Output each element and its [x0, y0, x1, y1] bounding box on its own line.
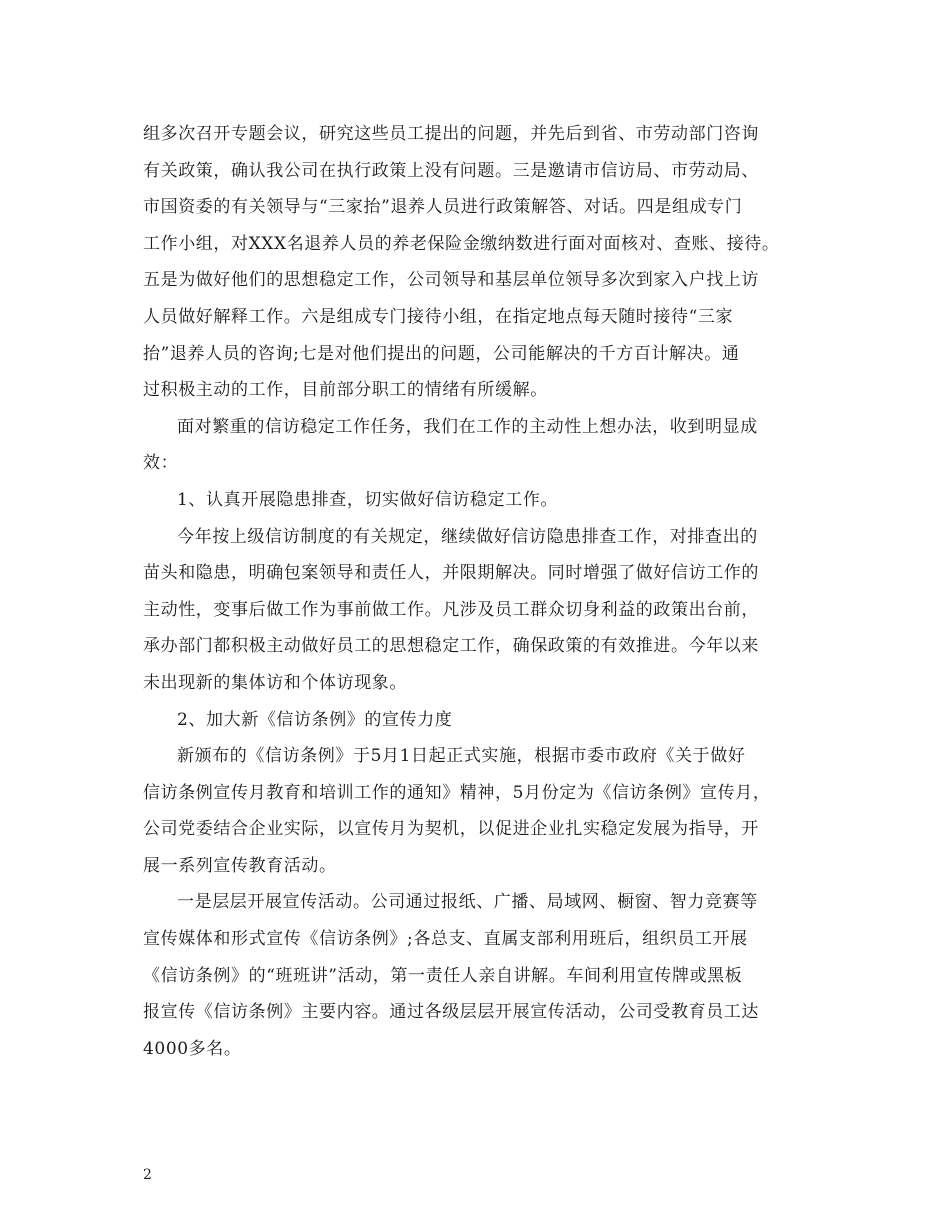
text-line: 《信访条例》的“班班讲”活动，第一责任人亲自讲解。车间利用宣传牌或黑板 [143, 965, 743, 986]
text-line: 效： [143, 453, 179, 474]
text-line: 展一系列宣传教育活动。 [143, 855, 337, 876]
paragraph-first-line: 面对繁重的信访稳定工作任务，我们在工作的主动性上想办法，收到明显成 [177, 416, 758, 437]
text-line: 宣传媒体和形式宣传《信访条例》;各总支、直属支部利用班后，组织员工开展 [143, 929, 748, 950]
text-line: 人员做好解释工作。六是组成专门接待小组，在指定地点每天随时接待“三家 [143, 306, 734, 327]
text-line: 组多次召开专题会议，研究这些员工提出的问题，并先后到省、市劳动部门咨询 [143, 124, 759, 144]
text-line: 过积极主动的工作，目前部分职工的情绪有所缓解。 [143, 380, 548, 401]
text-line: 五是为做好他们的思想稳定工作，公司领导和基层单位领导多次到家入户找上访 [143, 270, 759, 291]
text-line: 报宣传《信访条例》主要内容。通过各级层层开展宣传活动，公司受教育员工达 [143, 1002, 759, 1023]
paragraph-first-line: 一是层层开展宣传活动。公司通过报纸、广播、局域网、橱窗、智力竞赛等 [177, 892, 758, 913]
text-line: 未出现新的集体访和个体访现象。 [143, 672, 407, 693]
text-line: 抬”退养人员的咨询;七是对他们提出的问题，公司能解决的千方百计解决。通 [143, 343, 740, 364]
text-line: 公司党委结合企业实际，以宣传月为契机，以促进企业扎实稳定发展为指导，开 [143, 819, 759, 840]
text-line: 信访条例宣传月教育和培训工作的通知》精神，5月份定为《信访条例》宣传月， [143, 782, 771, 803]
text-line: 有关政策，确认我公司在执行政策上没有问题。三是邀请市信访局、市劳动局、 [143, 160, 759, 181]
page-number: 2 [143, 1167, 152, 1183]
text-line: 市国资委的有关领导与“三家抬”退养人员进行政策解答、对话。四是组成专门 [143, 197, 743, 218]
document-body [143, 116, 808, 1067]
text-line: 苗头和隐患，明确包案领导和责任人，并限期解决。同时增强了做好信访工作的 [143, 563, 759, 584]
section-heading: 1、认真开展隐患排查，切实做好信访稳定工作。 [177, 489, 559, 510]
text-line: 主动性，变事后做工作为事前做工作。凡涉及员工群众切身利益的政策出台前， [143, 599, 759, 620]
text-line: 承办部门都积极主动做好员工的思想稳定工作，确保政策的有效推进。今年以来 [143, 636, 759, 657]
paragraph-first-line: 今年按上级信访制度的有关规定，继续做好信访隐患排查工作，对排查出的 [177, 526, 758, 547]
section-heading: 2、加大新《信访条例》的宣传力度 [177, 709, 453, 730]
text-line: 工作小组，对XXX名退养人员的养老保险金缴纳数进行面对面核对、查账、接待。 [143, 233, 780, 254]
paragraph-first-line: 新颁布的《信访条例》于5月1日起正式实施，根据市委市政府《关于做好 [177, 746, 746, 767]
text-line: 4000多名。 [143, 1038, 242, 1059]
